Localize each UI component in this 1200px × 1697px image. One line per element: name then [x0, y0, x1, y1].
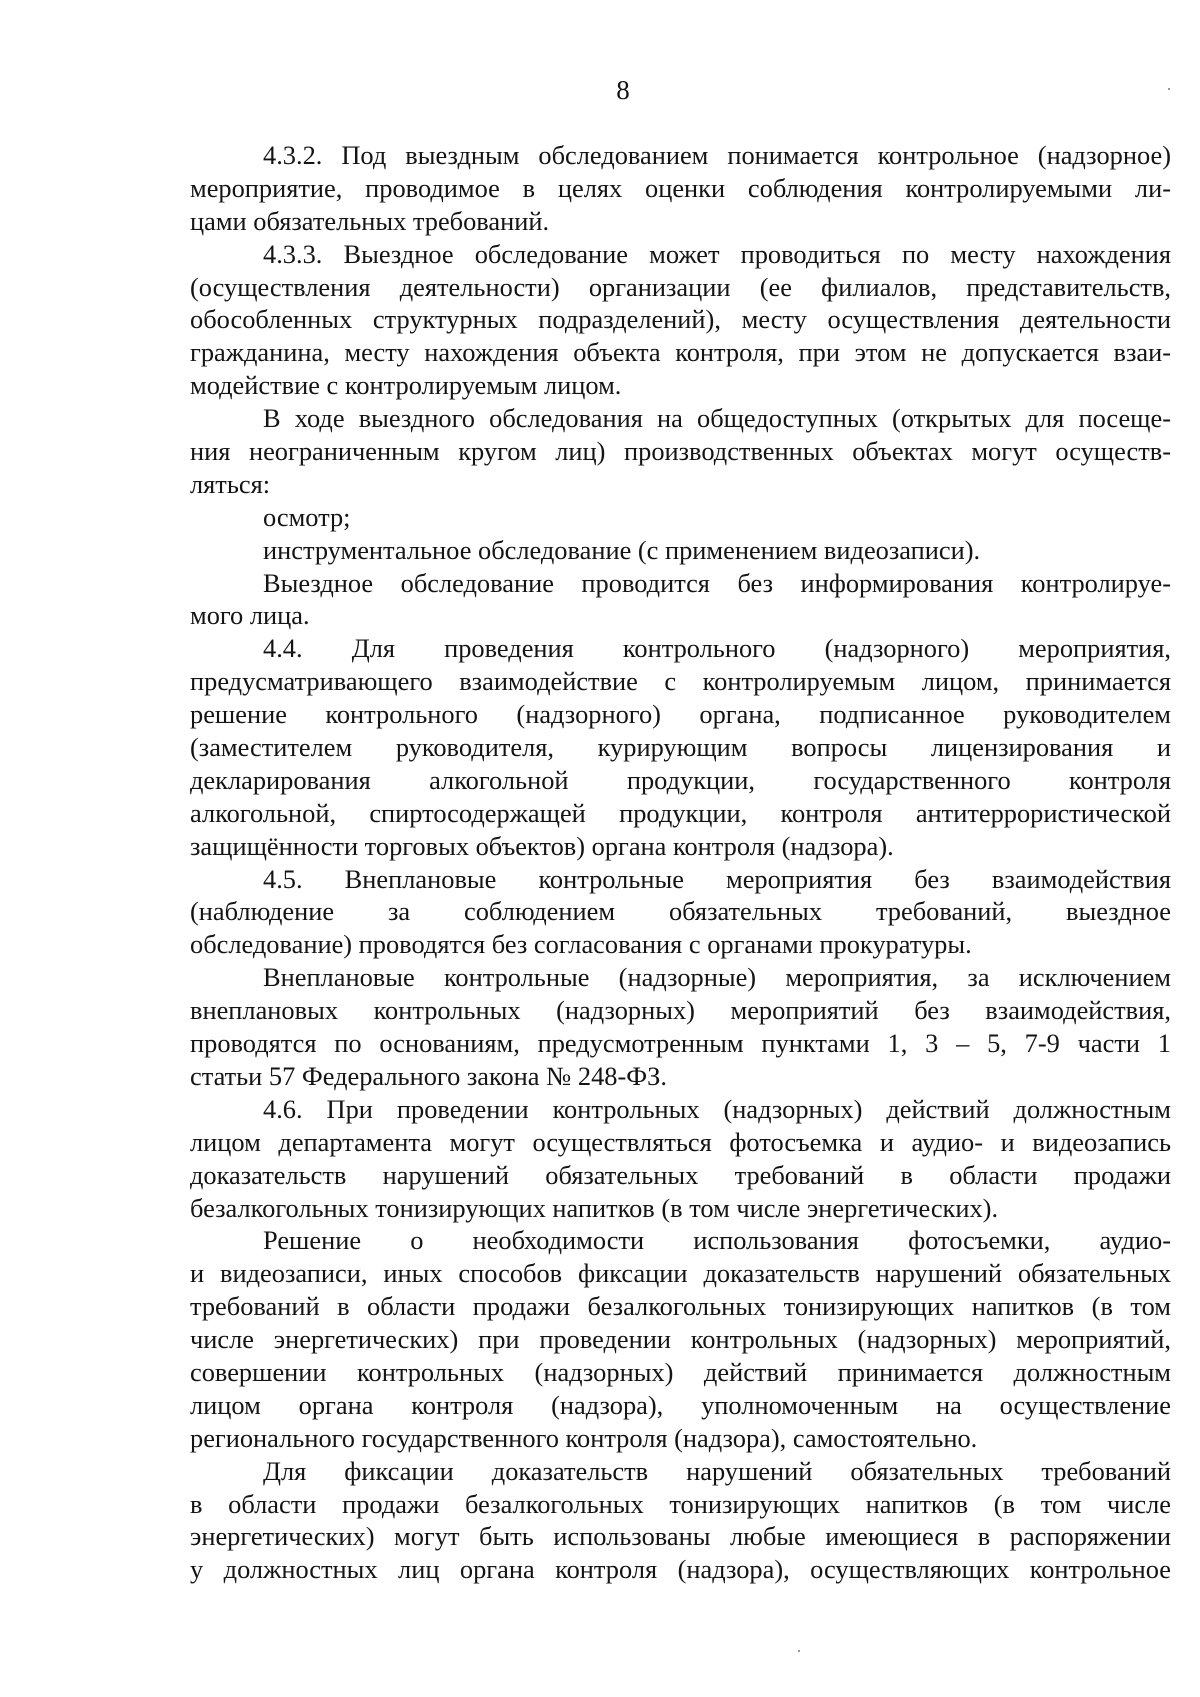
- text-line: (наблюдение за соблюдением обязательных требований, выездное: [190, 896, 1171, 927]
- text-line: в области продажи безалкогольных тонизирующих напитков (в том числе: [190, 1488, 1171, 1519]
- text-line: Выездное обследование проводится без информирования контролируе-: [263, 567, 1171, 598]
- text-line: проводятся по основаниям, предусмотренным пунктами 1, 3 – 5, 7-9 части 1: [190, 1028, 1171, 1059]
- text-line: решение контрольного (надзорного) органа, подписанное руководителем: [190, 699, 1171, 730]
- scan-artifact-mark: [1168, 88, 1170, 90]
- text-line: 4.3.3. Выездное обследование может проводиться по месту нахождения: [263, 238, 1171, 269]
- text-line: совершении контрольных (надзорных) действий принимается должностным: [190, 1356, 1171, 1387]
- text-line: обособленных структурных подразделений), месту осуществления деятельности: [190, 304, 1171, 335]
- text-line: декларирования алкогольной продукции, государственного контроля: [190, 764, 1171, 795]
- text-line: предусматривающего взаимодействие с контролируемым лицом, принимается: [190, 666, 1171, 697]
- text-line: защищённости торговых объектов) органа контроля (надзора).: [190, 830, 894, 861]
- text-line: 4.5. Внеплановые контрольные мероприятия без взаимодействия: [263, 863, 1171, 894]
- text-line: регионального государственного контроля (надзора), самостоятельно.: [190, 1422, 978, 1453]
- text-line: ния неограниченным кругом лиц) производственных объектах могут осуществ-: [190, 436, 1171, 467]
- text-line: 4.3.2. Под выездным обследованием понимается контрольное (надзорное): [263, 140, 1171, 170]
- text-line: и видеозаписи, иных способов фиксации доказательств нарушений обязательных: [190, 1258, 1171, 1289]
- text-line: ляться:: [190, 468, 271, 499]
- page-number: 8: [616, 75, 630, 105]
- text-line: осмотр;: [263, 501, 351, 532]
- scan-artifact-mark: [798, 1650, 800, 1652]
- text-line: цами обязательных требований.: [190, 205, 550, 236]
- text-line: Решение о необходимости использования фотосъемки, аудио-: [263, 1225, 1171, 1256]
- text-line: у должностных лиц органа контроля (надзора), осуществляющих контрольное: [190, 1554, 1171, 1585]
- text-line: 4.6. При проведении контрольных (надзорных) действий должностным: [263, 1093, 1171, 1124]
- text-line: 4.4. Для проведения контрольного (надзорного) мероприятия,: [263, 633, 1171, 664]
- text-line: мероприятие, проводимое в целях оценки соблюдения контролируемыми ли-: [190, 172, 1171, 203]
- text-line: инструментальное обследование (с применением видеозаписи).: [263, 534, 981, 565]
- text-line: Для фиксации доказательств нарушений обязательных требований: [263, 1455, 1171, 1486]
- document-body: [190, 139, 1171, 1586]
- text-line: (осуществления деятельности) организации (ее филиалов, представительств,: [190, 271, 1171, 302]
- text-line: безалкогольных тонизирующих напитков (в том числе энергетических).: [190, 1192, 999, 1223]
- text-line: Внеплановые контрольные (надзорные) мероприятия, за исключением: [263, 962, 1171, 993]
- text-line: мого лица.: [190, 600, 310, 631]
- text-line: лицом департамента могут осуществляться фотосъемка и аудио- и видеозапись: [190, 1126, 1171, 1157]
- text-line: числе энергетических) при проведении контрольных (надзорных) мероприятий,: [190, 1324, 1171, 1355]
- text-line: энергетических) могут быть использованы любые имеющиеся в распоряжении: [190, 1521, 1171, 1552]
- text-line: статьи 57 Федерального закона № 248-ФЗ.: [190, 1060, 667, 1091]
- text-line: внеплановых контрольных (надзорных) мероприятий без взаимодействия,: [190, 995, 1171, 1026]
- text-line: доказательств нарушений обязательных требований в области продажи: [190, 1159, 1171, 1190]
- text-line: требований в области продажи безалкогольных тонизирующих напитков (в том: [190, 1291, 1171, 1322]
- text-line: обследование) проводятся без согласования с органами прокуратуры.: [190, 929, 972, 960]
- text-line: лицом органа контроля (надзора), уполномоченным на осуществление: [190, 1389, 1171, 1420]
- text-line: гражданина, месту нахождения объекта контроля, при этом не допускается взаи-: [190, 337, 1171, 368]
- text-line: модействие с контролируемым лицом.: [190, 370, 622, 401]
- text-line: (заместителем руководителя, курирующим вопросы лицензирования и: [190, 732, 1171, 763]
- text-line: В ходе выездного обследования на общедоступных (открытых для посеще-: [263, 403, 1171, 434]
- text-line: алкогольной, спиртосодержащей продукции, контроля антитеррористической: [190, 797, 1171, 828]
